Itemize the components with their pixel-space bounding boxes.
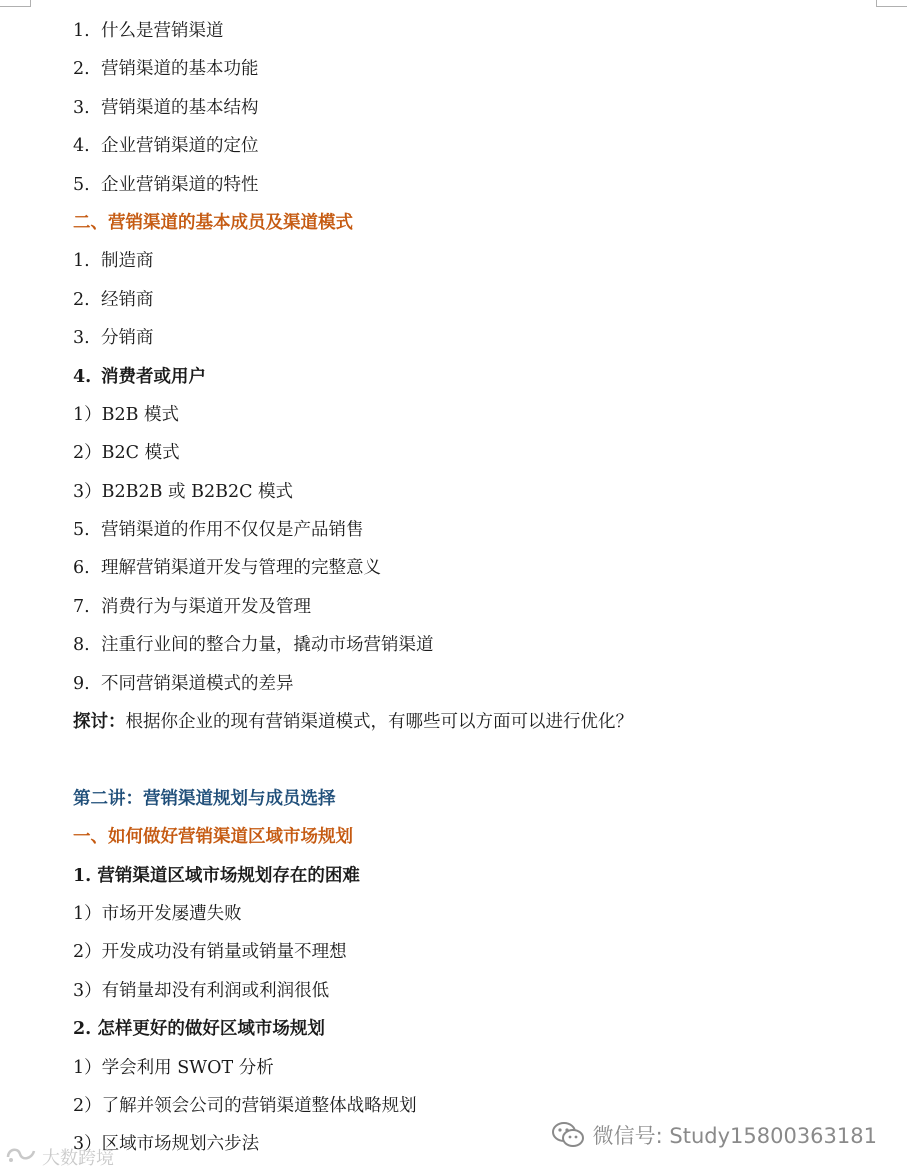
discussion-label: 探讨：: [73, 712, 126, 733]
list-item: [73, 127, 893, 165]
sub-list-item: 1）学会利用 SWOT 分析: [73, 1057, 274, 1078]
list-item-number: 3.: [73, 328, 90, 349]
subsection-heading: 2. 怎样更好的做好区域市场规划: [73, 1019, 325, 1040]
page-corner-mark-left: [0, 0, 31, 7]
document-body: [73, 12, 893, 1164]
brand-logo-icon: [4, 1143, 38, 1170]
list-item-text: 不同营销渠道模式的差异: [101, 673, 294, 694]
lecture-heading: 第二讲：营销渠道规划与成员选择: [73, 788, 336, 809]
list-item: [73, 12, 893, 50]
sub-list-item: 1）市场开发屡遭失败: [73, 903, 242, 924]
list-item-text: 理解营销渠道开发与管理的完整意义: [101, 558, 381, 579]
wechat-watermark: [551, 1120, 877, 1150]
list-item-text: 消费者或用户: [101, 366, 206, 387]
list-item-number: 4.: [73, 366, 92, 387]
page-corner-mark-right: [876, 0, 907, 7]
sub-list-item: 3）B2B2B 或 B2B2C 模式: [73, 481, 294, 502]
list-item-text: 企业营销渠道的定位: [101, 136, 259, 157]
subsection-heading: 1. 营销渠道区域市场规划存在的困难: [73, 865, 360, 886]
list-item: [73, 511, 893, 549]
section-heading: 一、如何做好营销渠道区域市场规划: [73, 827, 353, 848]
list-item: [73, 665, 893, 703]
list-item-text: 企业营销渠道的特性: [101, 174, 259, 195]
list-item-number: 9.: [73, 673, 90, 694]
brand-watermark: [4, 1143, 114, 1170]
list-item-number: 6.: [73, 558, 90, 579]
list-item-text: 营销渠道的基本功能: [101, 59, 259, 80]
list-item: [73, 549, 893, 587]
list-item: [73, 281, 893, 319]
list-item: [73, 588, 893, 626]
list-item-number: 8.: [73, 635, 90, 656]
list-item-number: 5.: [73, 520, 90, 541]
list-item-text: 营销渠道的基本结构: [101, 97, 259, 118]
list-item: [73, 166, 893, 204]
list-item-number: 1.: [73, 251, 90, 272]
discussion-prompt: [73, 703, 893, 741]
sub-list-item: 2）开发成功没有销量或销量不理想: [73, 942, 347, 963]
list-item-number: 4.: [73, 136, 90, 157]
sub-list-item: 3）区域市场规划六步法: [73, 1134, 260, 1155]
list-item-text: 营销渠道的作用不仅仅是产品销售: [101, 520, 364, 541]
list-item-number: 2.: [73, 59, 90, 80]
list-item: [73, 242, 893, 280]
list-item-number: 7.: [73, 596, 90, 617]
blank-line: [73, 741, 893, 779]
list-item-number: 2.: [73, 289, 90, 310]
list-item-text: 什么是营销渠道: [101, 21, 224, 41]
list-item-number: 3.: [73, 97, 90, 118]
wechat-id-text: 微信号: Study15800363181: [592, 1124, 877, 1148]
list-item: [73, 626, 893, 664]
brand-watermark-text: 大数跨境: [42, 1147, 114, 1169]
list-item-text: 消费行为与渠道开发及管理: [101, 596, 311, 617]
list-item: [73, 50, 893, 88]
discussion-text: 根据你企业的现有营销渠道模式，有哪些可以方面可以进行优化？: [125, 712, 633, 733]
list-item-text: 分销商: [101, 328, 154, 349]
wechat-icon: [551, 1121, 585, 1149]
list-item: [73, 89, 893, 127]
list-item: [73, 319, 893, 357]
list-item-text: 注重行业间的整合力量，撬动市场营销渠道: [101, 635, 434, 656]
sub-list-item: 1）B2B 模式: [73, 404, 180, 425]
sub-list-item: 3）有销量却没有利润或利润很低: [73, 980, 330, 1001]
sub-list-item: 2）B2C 模式: [73, 443, 180, 464]
list-item-bold: [73, 358, 893, 396]
list-item-text: 经销商: [101, 289, 154, 310]
list-item-text: 制造商: [101, 251, 154, 272]
section-heading: 二、营销渠道的基本成员及渠道模式: [73, 212, 353, 233]
list-item-number: 1.: [73, 21, 90, 41]
list-item-number: 5.: [73, 174, 90, 195]
sub-list-item: 2）了解并领会公司的营销渠道整体战略规划: [73, 1095, 417, 1116]
